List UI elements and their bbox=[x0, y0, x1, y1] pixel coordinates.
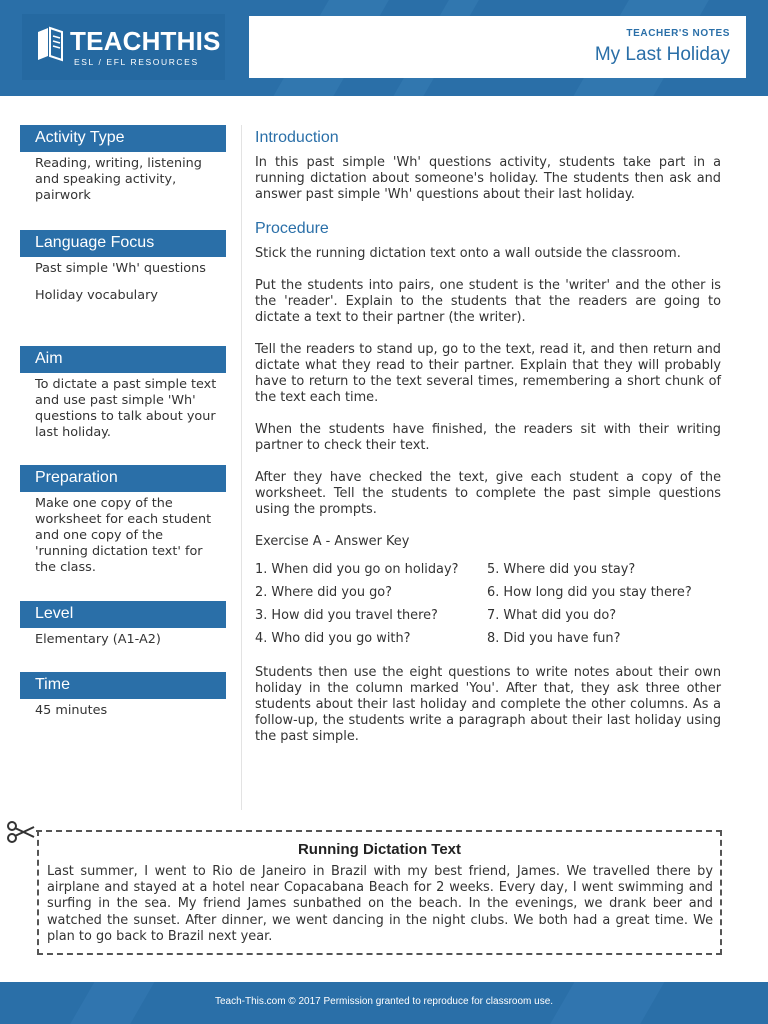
time-heading: Time bbox=[20, 672, 226, 699]
language-focus-section bbox=[20, 230, 226, 346]
column-divider bbox=[241, 125, 242, 810]
page-footer bbox=[0, 982, 768, 1024]
title-box bbox=[249, 16, 746, 78]
main-content bbox=[255, 128, 721, 761]
aim-section bbox=[20, 346, 226, 465]
procedure-step: When the students have finished, the readers sit with their writing partner to check their text. bbox=[255, 422, 721, 453]
preparation-section bbox=[20, 465, 226, 601]
logo-title: TEACHTHIS bbox=[70, 26, 221, 56]
language-focus-item: Holiday vocabulary bbox=[35, 288, 158, 303]
answer-item: 2. Where did you go? bbox=[255, 585, 393, 600]
time-text: 45 minutes bbox=[35, 703, 108, 718]
answer-item: 8. Did you have fun? bbox=[487, 631, 621, 646]
book-icon bbox=[36, 26, 66, 62]
answer-item: 3. How did you travel there? bbox=[255, 608, 438, 623]
answer-item: 4. Who did you go with? bbox=[255, 631, 411, 646]
activity-type-section bbox=[20, 125, 226, 230]
scissors-icon bbox=[6, 820, 36, 844]
preparation-text: Make one copy of the worksheet for each student and one copy of the 'running dictation text' for the class. bbox=[35, 496, 212, 575]
page-title: My Last Holiday bbox=[594, 44, 730, 65]
introduction-heading: Introduction bbox=[255, 129, 339, 146]
answer-item: 5. Where did you stay? bbox=[487, 562, 636, 577]
answer-key-label: Exercise A - Answer Key bbox=[255, 534, 410, 549]
activity-type-text: Reading, writing, listening and speaking activity, pairwork bbox=[35, 156, 202, 203]
dictation-title: Running Dictation Text bbox=[297, 841, 462, 858]
procedure-step: After they have checked the text, give each student a copy of the worksheet. Tell the students to complete the past simple questions using the prompts. bbox=[255, 470, 721, 517]
level-heading: Level bbox=[20, 601, 226, 628]
logo[interactable] bbox=[22, 14, 225, 80]
level-text: Elementary (A1-A2) bbox=[35, 632, 161, 647]
procedure-heading: Procedure bbox=[255, 220, 329, 237]
answer-key-list bbox=[255, 562, 721, 647]
procedure-step: Tell the readers to stand up, go to the text, read it, and then return and dictate what they read to their partner. Explain that they will probably have to return to the text several times, remembering a short chunk of the text each time. bbox=[255, 342, 721, 405]
answer-item: 1. When did you go on holiday? bbox=[255, 562, 459, 577]
answer-item: 7. What did you do? bbox=[487, 608, 617, 623]
page-header bbox=[0, 0, 768, 96]
answer-item: 6. How long did you stay there? bbox=[487, 585, 692, 600]
teachers-notes-label: TEACHER'S NOTES bbox=[626, 28, 730, 39]
preparation-heading: Preparation bbox=[20, 465, 226, 492]
introduction-text: In this past simple 'Wh' questions activity, students take part in a running dictation about someone's holiday. The students then ask and answer past simple 'Wh' questions about their last holiday. bbox=[255, 155, 721, 202]
aim-heading: Aim bbox=[20, 346, 226, 373]
logo-subtitle: ESL / EFL RESOURCES bbox=[74, 57, 199, 67]
procedure-step: Stick the running dictation text onto a wall outside the classroom. bbox=[255, 246, 681, 261]
procedure-step: Put the students into pairs, one student is the 'writer' and the other is the 'reader'. Explain to the students that the readers are going to dictate a text to their partner (the writer). bbox=[255, 278, 721, 325]
language-focus-item: Past simple 'Wh' questions bbox=[35, 261, 206, 276]
closing-text: Students then use the eight questions to write notes about their own holiday in the column marked 'You'. After that, they ask three other students about their last holiday and complete the other columns. As a follow-up, the students write a paragraph about their last holiday using the past simple. bbox=[255, 665, 721, 744]
level-section bbox=[20, 601, 226, 672]
activity-type-heading: Activity Type bbox=[20, 125, 226, 152]
language-focus-heading: Language Focus bbox=[20, 230, 226, 257]
dictation-text: Last summer, I went to Rio de Janeiro in Brazil with my best friend, James. We travelled there by airplane and stayed at a hotel near Copacabana Beach for 2 weeks. Every day, I went swimming and surfing in the sea. My friend James sunbathed on the beach. In the evenings, we drank beer and watched the sunset. After dinner, we went dancing in the night clubs. We both had a great time. We plan to go back to Brazil next year. bbox=[47, 864, 713, 944]
footer-copyright: Teach-This.com © 2017 Permission granted to reproduce for classroom use. bbox=[214, 996, 554, 1007]
sidebar bbox=[20, 125, 226, 730]
time-section bbox=[20, 672, 226, 719]
aim-text: To dictate a past simple text and use past simple 'Wh' questions to talk about your last holiday. bbox=[35, 377, 217, 440]
